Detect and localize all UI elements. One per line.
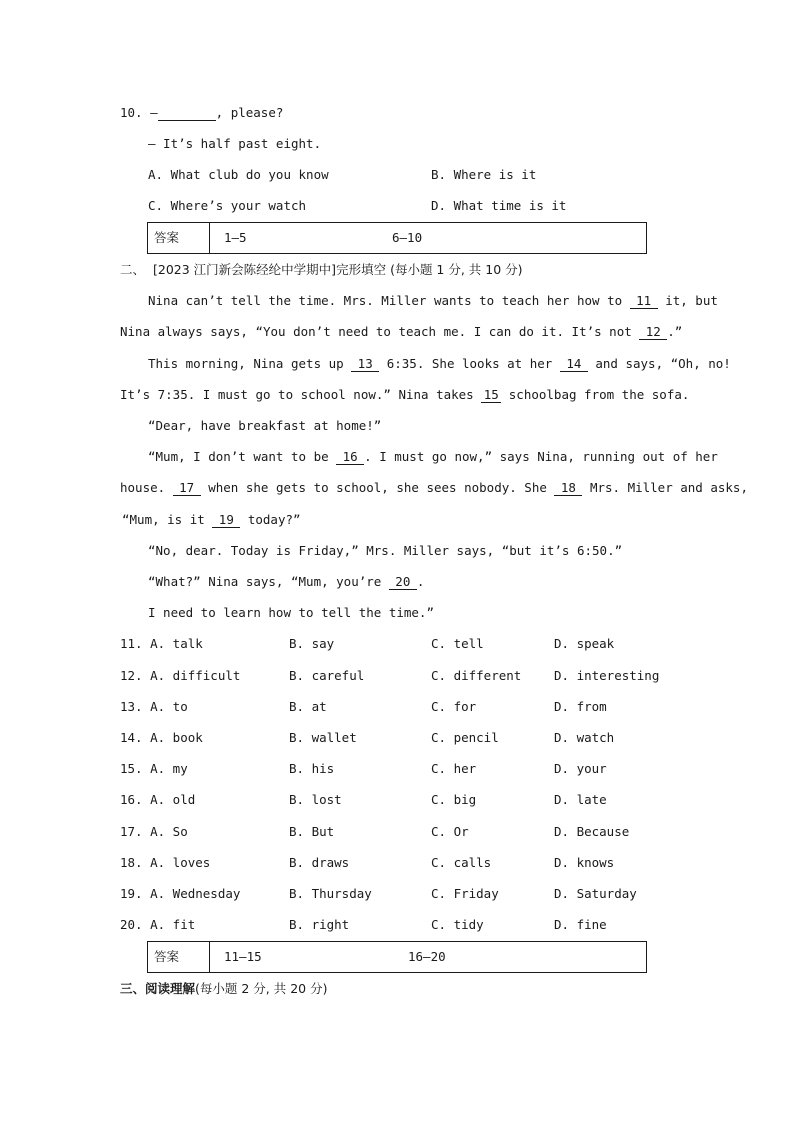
passage-text: Nina always says, “You don’t need to teach me. I can do it. It’s not — [120, 324, 632, 339]
option-d: D. speak — [554, 636, 615, 651]
option-a: 19. A. Wednesday — [120, 886, 241, 901]
passage-text: . — [416, 574, 425, 589]
answer-blank — [158, 106, 216, 121]
option-b: B. draws — [289, 855, 350, 870]
section-3-heading — [120, 981, 327, 997]
option-b: B. But — [289, 824, 335, 839]
option-d: D. Saturday — [554, 886, 637, 901]
blank-20: 20 — [389, 575, 417, 590]
passage-text: schoolbag from the sofa. — [508, 387, 690, 402]
option-d: D. late — [554, 792, 607, 807]
option-d: D. What time is it — [431, 198, 567, 213]
option-b: B. Thursday — [289, 886, 372, 901]
passage-line-5: “Dear, have breakfast at home!” — [148, 418, 382, 433]
blank-11: 11 — [630, 294, 658, 309]
passage-line-1 — [148, 293, 718, 309]
section-score: (每小题 1 分, 共 10 分) — [390, 262, 523, 277]
answer-box-1 — [147, 222, 647, 254]
option-a: 15. A. my — [120, 761, 188, 776]
section-number: 三、 — [120, 981, 146, 996]
blank-16: 16 — [336, 450, 364, 465]
answer-range-2: 6—10 — [392, 230, 423, 245]
blank-13: 13 — [351, 357, 379, 372]
passage-line-3 — [148, 356, 731, 372]
answer-range-1: 1—5 — [224, 230, 247, 245]
option-a: 18. A. loves — [120, 855, 211, 870]
section-score: (每小题 2 分, 共 20 分) — [195, 981, 328, 996]
passage-text: house. — [120, 480, 166, 495]
option-a: 17. A. So — [120, 824, 188, 839]
answer-range-1: 11—15 — [224, 949, 262, 964]
passage-line-11: I need to learn how to tell the time.” — [148, 605, 434, 620]
option-d: D. from — [554, 699, 607, 714]
option-d: D. your — [554, 761, 607, 776]
option-b: B. his — [289, 761, 335, 776]
passage-text: today?” — [247, 512, 301, 527]
option-c: C. her — [431, 761, 477, 776]
option-b: B. wallet — [289, 730, 357, 745]
option-c: C. tidy — [431, 917, 484, 932]
option-a: 20. A. fit — [120, 917, 196, 932]
question-10-prompt — [120, 105, 283, 121]
option-b: B. Where is it — [431, 167, 537, 182]
passage-line-6 — [148, 449, 718, 465]
option-b: B. say — [289, 636, 335, 651]
section-type: 完形填空 — [336, 262, 387, 277]
section-2-heading — [120, 262, 523, 278]
option-b: B. right — [289, 917, 350, 932]
blank-19: 19 — [212, 513, 240, 528]
blank-18: 18 — [554, 481, 582, 496]
blank-15: 15 — [481, 388, 501, 403]
passage-text: it, but — [665, 293, 718, 308]
passage-line-10 — [148, 574, 424, 590]
section-type: 阅读理解 — [145, 981, 196, 996]
option-b: B. at — [289, 699, 327, 714]
option-a: 16. A. old — [120, 792, 196, 807]
prompt-text: , please? — [215, 105, 284, 120]
passage-text: 6:35. She looks at her — [386, 356, 553, 371]
option-d: D. fine — [554, 917, 607, 932]
passage-line-4 — [120, 387, 689, 403]
option-a: A. What club do you know — [148, 167, 329, 182]
passage-text: Mrs. Miller and asks, — [589, 480, 748, 495]
option-c: C. big — [431, 792, 477, 807]
answer-label: 答案 — [148, 942, 210, 972]
passage-text: It’s 7:35. I must go to school now.” Nina takes — [120, 387, 474, 402]
option-c: C. tell — [431, 636, 484, 651]
question-10-response: — It’s half past eight. — [148, 136, 322, 151]
option-a: 14. A. book — [120, 730, 203, 745]
option-a: 13. A. to — [120, 699, 188, 714]
blank-14: 14 — [560, 357, 588, 372]
option-c: C. Or — [431, 824, 469, 839]
answer-range-2: 16—20 — [408, 949, 446, 964]
option-d: D. interesting — [554, 668, 660, 683]
option-b: B. lost — [289, 792, 342, 807]
option-a: 11. A. talk — [120, 636, 203, 651]
passage-text: “What?” Nina says, “Mum, you’re — [148, 574, 382, 589]
passage-text: .” — [667, 324, 683, 339]
section-number: 二、 — [120, 262, 146, 277]
passage-line-8 — [122, 512, 301, 528]
answer-label: 答案 — [148, 223, 210, 253]
option-d: D. knows — [554, 855, 615, 870]
passage-text: when she gets to school, she sees nobody. She — [208, 480, 547, 495]
section-source: [2023 江门新会陈经纶中学期中] — [153, 262, 337, 277]
option-c: C. for — [431, 699, 477, 714]
option-c: C. calls — [431, 855, 492, 870]
option-c: C. pencil — [431, 730, 499, 745]
passage-line-2 — [120, 324, 682, 340]
passage-text: This morning, Nina gets up — [148, 356, 344, 371]
answer-box-2 — [147, 941, 647, 973]
option-b: B. careful — [289, 668, 365, 683]
option-a: 12. A. difficult — [120, 668, 241, 683]
blank-12: 12 — [639, 325, 667, 340]
passage-text: and says, “Oh, no! — [595, 356, 731, 371]
option-d: D. watch — [554, 730, 615, 745]
passage-text: . I must go now,” says Nina, running out of her — [364, 449, 718, 464]
option-c: C. different — [431, 668, 522, 683]
option-c: C. Where’s your watch — [148, 198, 307, 213]
passage-text: Nina can’t tell the time. Mrs. Miller wants to teach her how to — [148, 293, 623, 308]
passage-line-7 — [120, 480, 748, 496]
passage-line-9: “No, dear. Today is Friday,” Mrs. Miller says, “but it’s 6:50.” — [148, 543, 623, 558]
option-d: D. Because — [554, 824, 630, 839]
passage-text: “Mum, I don’t want to be — [148, 449, 329, 464]
option-c: C. Friday — [431, 886, 499, 901]
question-number: 10. — — [120, 105, 158, 120]
passage-text: “Mum, is it — [122, 512, 205, 527]
blank-17: 17 — [173, 481, 201, 496]
